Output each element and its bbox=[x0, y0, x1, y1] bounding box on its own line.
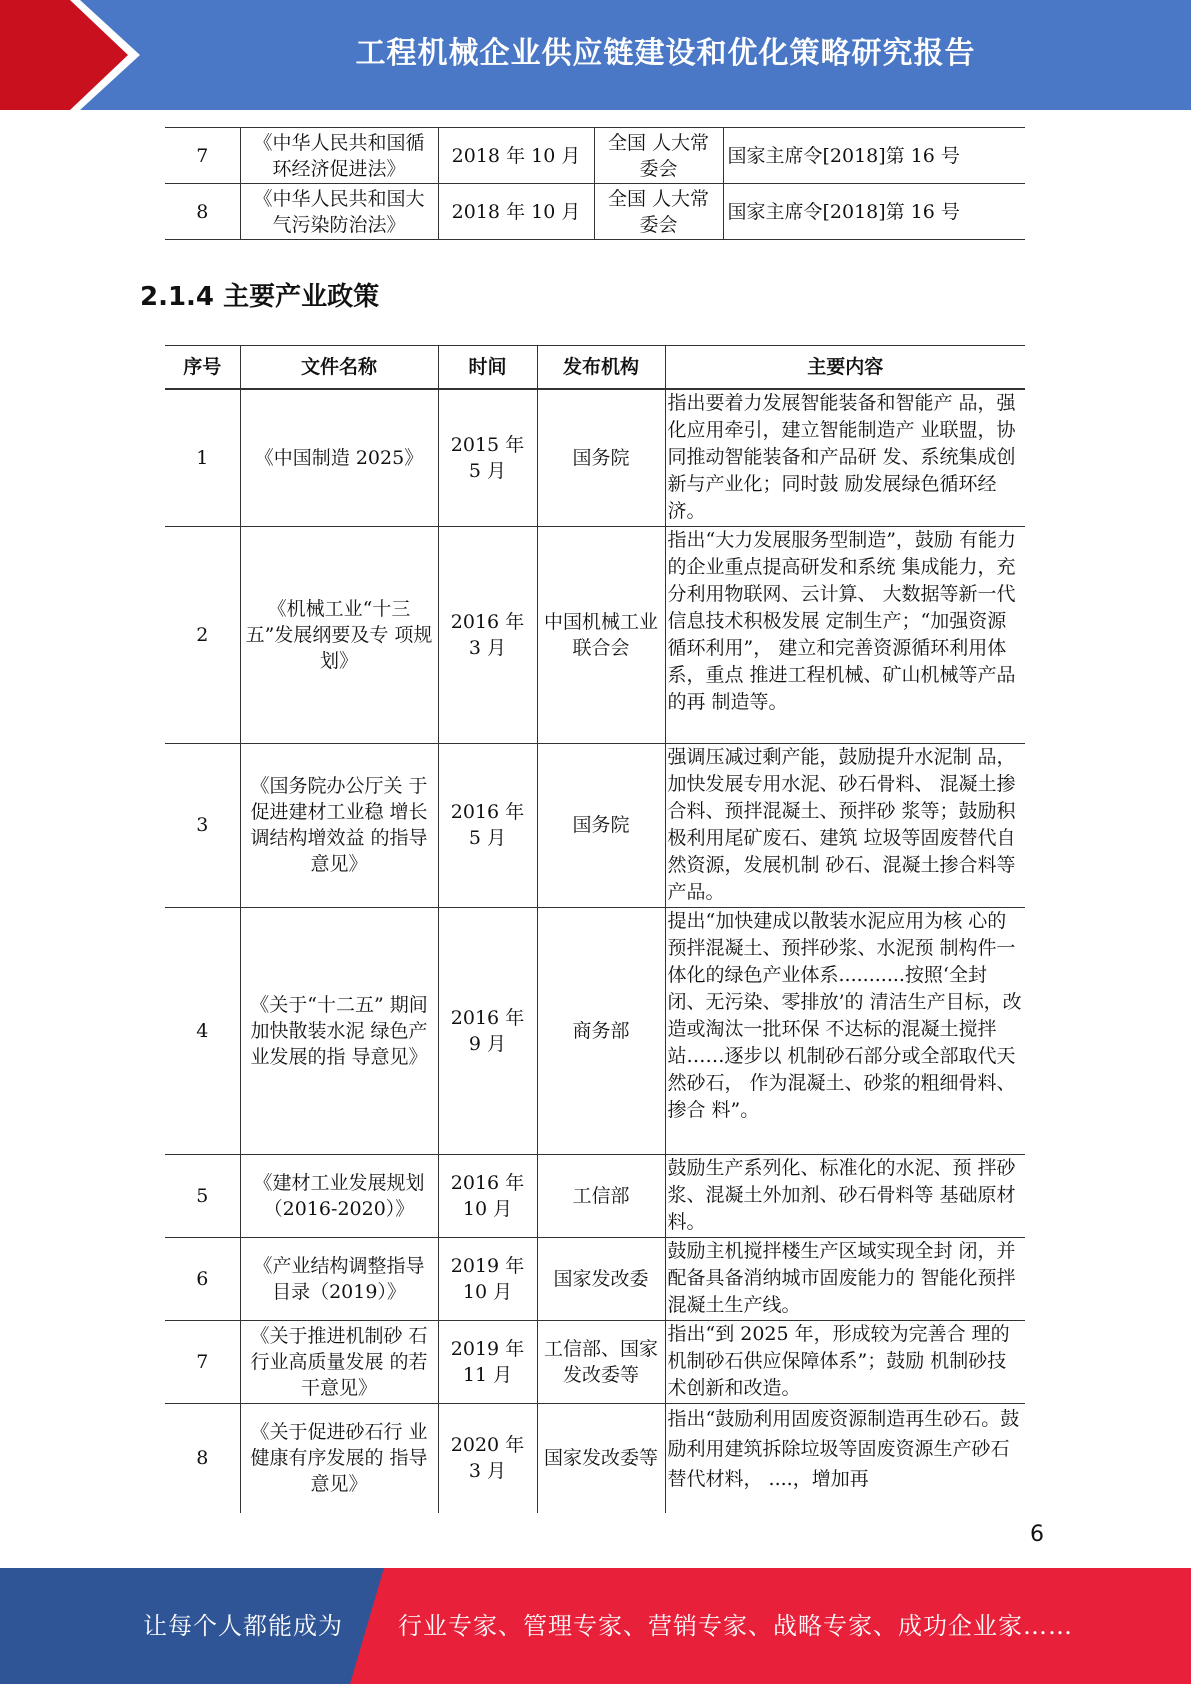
content-cell: 提出“加快建成以散装水泥应用为核 心的预拌混凝土、预拌砂浆、水泥预 制构件一体化的绿色产业体系...........按照‘全封闭、无污染、零排放’的 清洁生产目标，改造或淘汰一批环保 不达标的混凝土搅拌站……逐步以 机制砂石部分或全部取代天然砂石， 作为混凝土、砂浆的粗细骨料、掺合 料”。 bbox=[665, 907, 1025, 1154]
date-cell: 2015 年 5 月 bbox=[438, 389, 537, 526]
row-number: 7 bbox=[165, 1320, 240, 1403]
content-cell: 指出要着力发展智能装备和智能产 品，强化应用牵引，建立智能制造产 业联盟，协同推动智能装备和产品研 发、系统集成创新与产业化；同时鼓 励发展绿色循环经济。 bbox=[665, 389, 1025, 526]
page-number: 6 bbox=[1030, 1522, 1044, 1547]
row-number: 3 bbox=[165, 743, 240, 907]
content-cell: 强调压减过剩产能，鼓励提升水泥制 品，加快发展专用水泥、砂石骨料、 混凝土掺合料、预拌混凝土、预拌砂 浆等；鼓励积极利用尾矿废石、建筑 垃圾等固废替代自然资源，发展机制 砂石、混凝土掺合料等产品。 bbox=[665, 743, 1025, 907]
date-cell: 2016 年 5 月 bbox=[438, 743, 537, 907]
page-header bbox=[0, 0, 1191, 110]
row-number: 8 bbox=[165, 1403, 240, 1513]
document-number: 国家主席令[2018]第 16 号 bbox=[723, 184, 1025, 240]
content-cell: 指出“到 2025 年，形成较为完善合 理的机制砂石供应保障体系”；鼓励 机制砂技术创新和改造。 bbox=[665, 1320, 1025, 1403]
row-number: 5 bbox=[165, 1154, 240, 1237]
document-name: 《机械工业“十三五”发展纲要及专 项规划》 bbox=[240, 526, 438, 743]
table-row bbox=[165, 743, 1025, 907]
table-row bbox=[165, 128, 1025, 184]
publisher-cell: 工信部、国家发改委等 bbox=[537, 1320, 665, 1403]
row-number: 7 bbox=[165, 128, 240, 184]
publisher-cell: 国家发改委等 bbox=[537, 1403, 665, 1513]
row-number: 1 bbox=[165, 389, 240, 526]
date-cell: 2016 年 9 月 bbox=[438, 907, 537, 1154]
date-cell: 2018 年 10 月 bbox=[438, 128, 594, 184]
publisher-cell: 国务院 bbox=[537, 389, 665, 526]
table-row bbox=[165, 1154, 1025, 1237]
document-name: 《中华人民共和国大气污染防治法》 bbox=[240, 184, 438, 240]
publisher-cell: 工信部 bbox=[537, 1154, 665, 1237]
footer-slogan-left: 让每个人都能成为 bbox=[143, 1612, 343, 1640]
column-header-content: 主要内容 bbox=[665, 346, 1025, 390]
law-table bbox=[165, 127, 1025, 240]
column-header-number: 序号 bbox=[165, 346, 240, 390]
document-name: 《关于促进砂石行 业健康有序发展的 指导意见》 bbox=[240, 1403, 438, 1513]
publisher-cell: 中国机械工业联合会 bbox=[537, 526, 665, 743]
publisher-cell: 商务部 bbox=[537, 907, 665, 1154]
publisher-cell: 国家发改委 bbox=[537, 1237, 665, 1320]
table-row bbox=[165, 907, 1025, 1154]
report-title: 工程机械企业供应链建设和优化策略研究报告 bbox=[355, 36, 976, 71]
content-cell: 指出“鼓励利用固废资源制造再生砂石。鼓励利用建筑拆除垃圾等固废资源生产砂石替代材料， ....，增加再 bbox=[665, 1403, 1025, 1513]
table-row bbox=[165, 1403, 1025, 1513]
publisher-cell: 全国 人大常委会 bbox=[594, 128, 723, 184]
column-header-publisher: 发布机构 bbox=[537, 346, 665, 390]
publisher-cell: 全国 人大常委会 bbox=[594, 184, 723, 240]
document-name: 《关于推进机制砂 石行业高质量发展 的若干意见》 bbox=[240, 1320, 438, 1403]
row-number: 4 bbox=[165, 907, 240, 1154]
table-row bbox=[165, 526, 1025, 743]
document-name: 《中国制造 2025》 bbox=[240, 389, 438, 526]
header-red-chevron bbox=[0, 0, 150, 110]
policy-table bbox=[165, 345, 1025, 1513]
date-cell: 2020 年 3 月 bbox=[438, 1403, 537, 1513]
column-header-date: 时间 bbox=[438, 346, 537, 390]
document-name: 《建材工业发展规划（2016-2020）》 bbox=[240, 1154, 438, 1237]
date-cell: 2018 年 10 月 bbox=[438, 184, 594, 240]
document-number: 国家主席令[2018]第 16 号 bbox=[723, 128, 1025, 184]
row-number: 6 bbox=[165, 1237, 240, 1320]
document-name: 《国务院办公厅关 于促进建材工业稳 增长调结构增效益 的指导意见》 bbox=[240, 743, 438, 907]
row-number: 8 bbox=[165, 184, 240, 240]
section-heading: 2.1.4 主要产业政策 bbox=[140, 282, 380, 312]
column-header-name: 文件名称 bbox=[240, 346, 438, 390]
date-cell: 2016 年 10 月 bbox=[438, 1154, 537, 1237]
table-row bbox=[165, 1237, 1025, 1320]
page-footer bbox=[0, 1568, 1191, 1684]
content-cell: 鼓励主机搅拌楼生产区域实现全封 闭，并配备具备消纳城市固废能力的 智能化预拌混凝土生产线。 bbox=[665, 1237, 1025, 1320]
table-row bbox=[165, 184, 1025, 240]
footer-slogan-right: 行业专家、管理专家、营销专家、战略专家、成功企业家…… bbox=[398, 1612, 1073, 1640]
publisher-cell: 国务院 bbox=[537, 743, 665, 907]
table-row bbox=[165, 389, 1025, 526]
date-cell: 2016 年 3 月 bbox=[438, 526, 537, 743]
content-cell: 鼓励生产系列化、标准化的水泥、预 拌砂浆、混凝土外加剂、砂石骨料等 基础原材料。 bbox=[665, 1154, 1025, 1237]
table-header-row bbox=[165, 346, 1025, 390]
table-row bbox=[165, 1320, 1025, 1403]
document-name: 《关于“十二五” 期间加快散装水泥 绿色产业发展的指 导意见》 bbox=[240, 907, 438, 1154]
content-cell: 指出“大力发展服务型制造”，鼓励 有能力的企业重点提高研发和系统 集成能力，充分利用物联网、云计算、 大数据等新一代信息技术积极发展 定制生产；“加强资源循环利用”， 建立和完善资源循环利用体系，重点 推进工程机械、矿山机械等产品的再 制造等。 bbox=[665, 526, 1025, 743]
date-cell: 2019 年 11 月 bbox=[438, 1320, 537, 1403]
date-cell: 2019 年 10 月 bbox=[438, 1237, 537, 1320]
row-number: 2 bbox=[165, 526, 240, 743]
document-name: 《产业结构调整指导目录（2019）》 bbox=[240, 1237, 438, 1320]
document-name: 《中华人民共和国循环经济促进法》 bbox=[240, 128, 438, 184]
